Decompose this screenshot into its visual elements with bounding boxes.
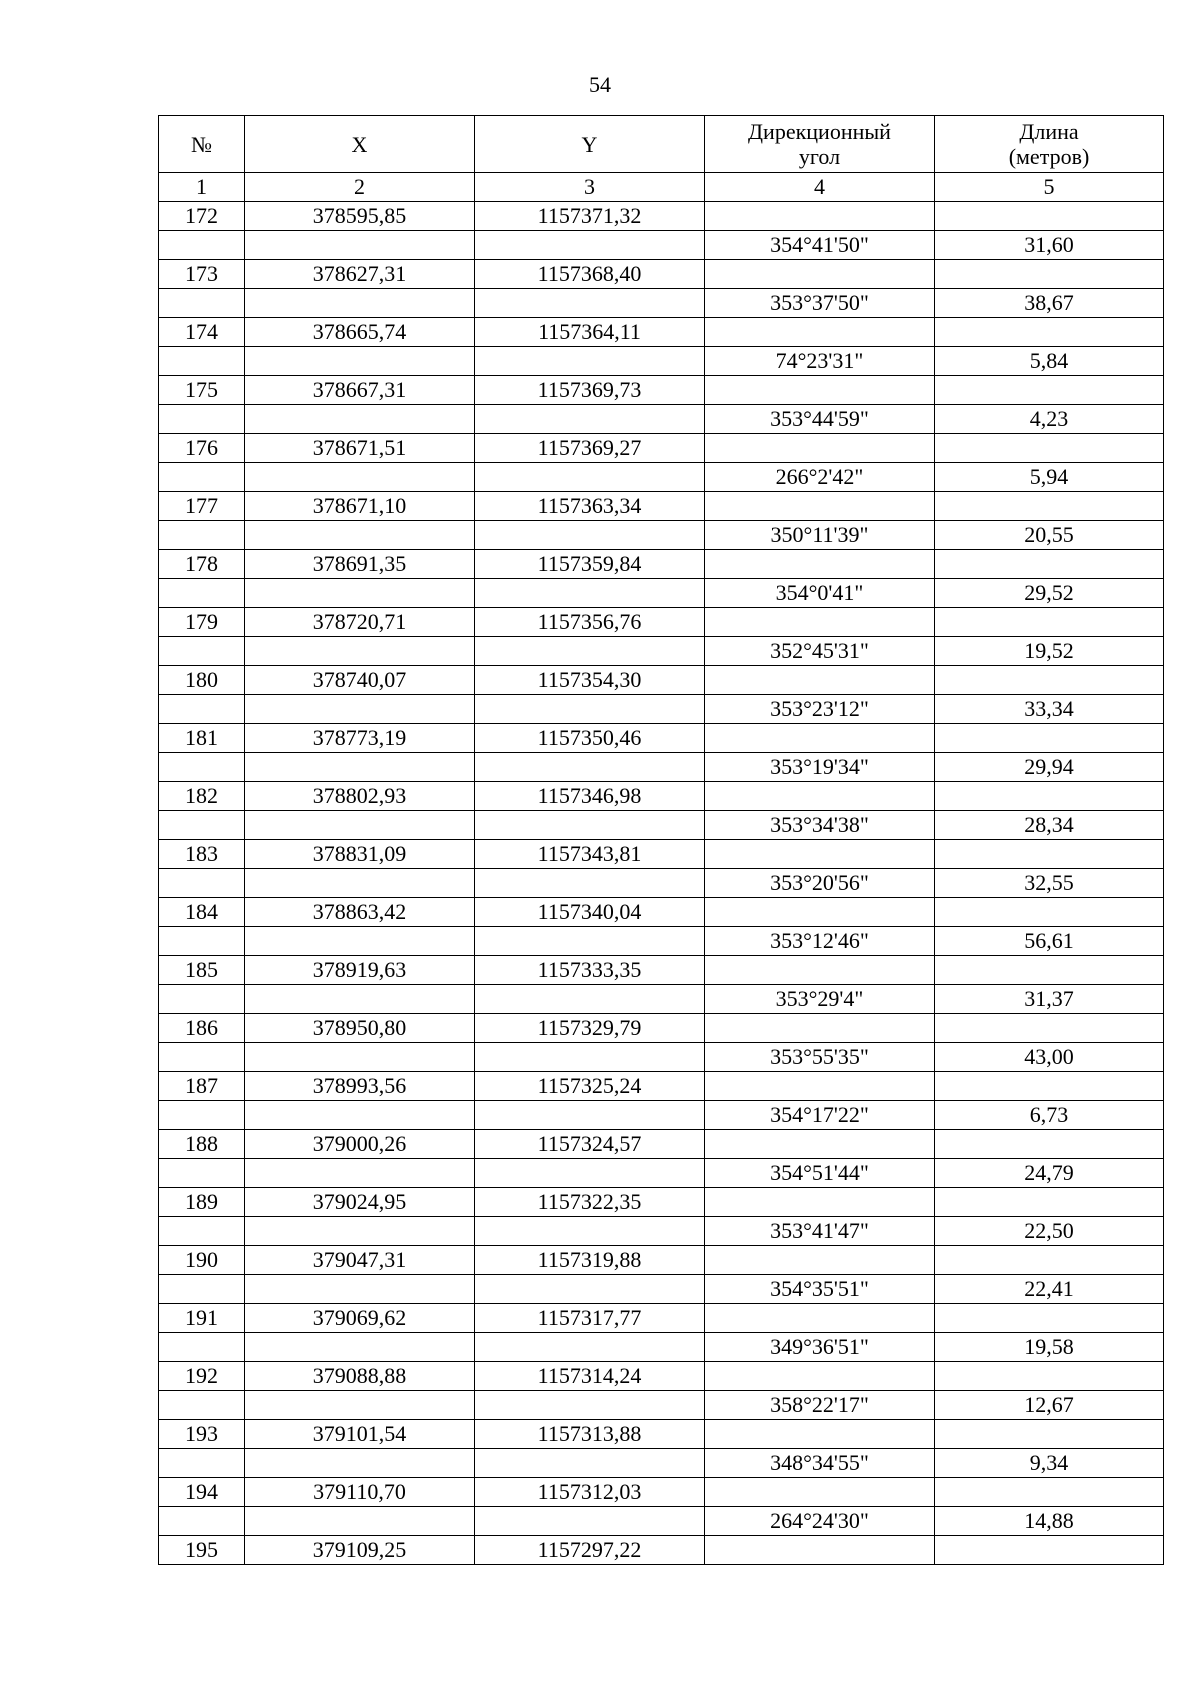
table-row [159,1130,1164,1159]
length-cell: 43,00 [935,1043,1164,1072]
point-number-cell: 190 [159,1246,245,1275]
direction-angle-cell [705,1362,935,1391]
y-cell [475,1333,705,1362]
point-number-cell: 191 [159,1304,245,1333]
point-number-cell: 177 [159,492,245,521]
table-row [159,637,1164,666]
point-number-cell [159,1507,245,1536]
x-cell [245,1391,475,1420]
length-cell: 31,60 [935,231,1164,260]
y-cell: 1157313,88 [475,1420,705,1449]
y-cell [475,695,705,724]
point-number-cell [159,695,245,724]
y-cell: 1157340,04 [475,898,705,927]
x-cell: 379047,31 [245,1246,475,1275]
length-cell: 5,84 [935,347,1164,376]
table-row [159,1217,1164,1246]
length-cell: 38,67 [935,289,1164,318]
x-cell: 378863,42 [245,898,475,927]
x-cell [245,463,475,492]
table-row [159,463,1164,492]
direction-angle-cell: 353°55'35" [705,1043,935,1072]
x-cell: 379109,25 [245,1536,475,1565]
column-number: 5 [935,173,1164,202]
x-cell: 379088,88 [245,1362,475,1391]
y-cell: 1157356,76 [475,608,705,637]
column-number: 1 [159,173,245,202]
direction-angle-cell [705,1072,935,1101]
point-number-cell: 185 [159,956,245,985]
table-row [159,811,1164,840]
direction-angle-cell: 74°23'31" [705,347,935,376]
table-body [159,202,1164,1565]
x-cell [245,1449,475,1478]
direction-angle-cell [705,1304,935,1333]
direction-angle-cell: 354°35'51" [705,1275,935,1304]
y-cell: 1157350,46 [475,724,705,753]
point-number-cell: 192 [159,1362,245,1391]
table-row [159,260,1164,289]
direction-angle-cell [705,1014,935,1043]
table-row [159,289,1164,318]
y-cell: 1157364,11 [475,318,705,347]
table-row [159,579,1164,608]
y-cell: 1157363,34 [475,492,705,521]
direction-angle-cell: 353°29'4" [705,985,935,1014]
table-row [159,1391,1164,1420]
length-cell: 19,52 [935,637,1164,666]
table-row [159,1101,1164,1130]
header-direction-angle: Дирекционный угол [705,116,935,173]
y-cell [475,869,705,898]
point-number-cell: 174 [159,318,245,347]
y-cell [475,637,705,666]
point-number-cell [159,463,245,492]
length-cell [935,1014,1164,1043]
point-number-cell [159,231,245,260]
direction-angle-cell [705,1478,935,1507]
header-x: X [245,116,475,173]
point-number-cell: 193 [159,1420,245,1449]
point-number-cell: 172 [159,202,245,231]
direction-angle-cell [705,1246,935,1275]
direction-angle-cell: 353°34'38" [705,811,935,840]
point-number-cell [159,637,245,666]
length-cell [935,724,1164,753]
x-cell [245,405,475,434]
y-cell [475,463,705,492]
y-cell: 1157325,24 [475,1072,705,1101]
direction-angle-cell: 353°41'47" [705,1217,935,1246]
y-cell: 1157343,81 [475,840,705,869]
point-number-cell [159,1449,245,1478]
table-row [159,347,1164,376]
point-number-cell [159,1101,245,1130]
x-cell: 379110,70 [245,1478,475,1507]
y-cell [475,579,705,608]
direction-angle-cell [705,550,935,579]
y-cell: 1157371,32 [475,202,705,231]
x-cell: 378595,85 [245,202,475,231]
table-row [159,956,1164,985]
point-number-cell: 175 [159,376,245,405]
table-row [159,1507,1164,1536]
header-length: Длина (метров) [935,116,1164,173]
column-number: 3 [475,173,705,202]
column-number: 4 [705,173,935,202]
point-number-cell: 178 [159,550,245,579]
table-row [159,318,1164,347]
x-cell [245,811,475,840]
table-row [159,898,1164,927]
table-row [159,1159,1164,1188]
y-cell [475,405,705,434]
direction-angle-cell [705,724,935,753]
length-cell: 31,37 [935,985,1164,1014]
x-cell [245,1217,475,1246]
length-cell: 20,55 [935,521,1164,550]
direction-angle-cell [705,202,935,231]
length-cell [935,1420,1164,1449]
point-number-cell [159,1043,245,1072]
length-cell [935,898,1164,927]
table-row [159,753,1164,782]
direction-angle-cell: 348°34'55" [705,1449,935,1478]
x-cell [245,1159,475,1188]
y-cell [475,1507,705,1536]
length-cell [935,1188,1164,1217]
table-row [159,1362,1164,1391]
table-row [159,1333,1164,1362]
length-cell [935,1130,1164,1159]
point-number-cell: 189 [159,1188,245,1217]
table-row [159,376,1164,405]
y-cell: 1157359,84 [475,550,705,579]
table-row [159,695,1164,724]
point-number-cell: 183 [159,840,245,869]
x-cell [245,289,475,318]
table-row [159,1478,1164,1507]
direction-angle-cell: 352°45'31" [705,637,935,666]
x-cell [245,521,475,550]
x-cell [245,231,475,260]
x-cell [245,1275,475,1304]
x-cell: 378671,10 [245,492,475,521]
table-row [159,231,1164,260]
y-cell [475,231,705,260]
table-row [159,521,1164,550]
table-row [159,1304,1164,1333]
length-cell: 32,55 [935,869,1164,898]
length-cell: 22,41 [935,1275,1164,1304]
x-cell [245,927,475,956]
x-cell [245,637,475,666]
page-number: 54 [589,72,611,97]
direction-angle-cell [705,318,935,347]
direction-angle-cell [705,666,935,695]
point-number-cell: 194 [159,1478,245,1507]
direction-angle-cell: 264°24'30" [705,1507,935,1536]
point-number-cell: 195 [159,1536,245,1565]
table-row [159,1275,1164,1304]
length-cell [935,376,1164,405]
point-number-cell: 182 [159,782,245,811]
y-cell: 1157329,79 [475,1014,705,1043]
x-cell: 378671,51 [245,434,475,463]
table-row [159,1043,1164,1072]
x-cell: 378665,74 [245,318,475,347]
y-cell [475,289,705,318]
table-row [159,608,1164,637]
y-cell [475,1391,705,1420]
length-cell [935,666,1164,695]
header-number: № [159,116,245,173]
table-row [159,1246,1164,1275]
table-row [159,1014,1164,1043]
direction-angle-cell [705,376,935,405]
point-number-cell: 181 [159,724,245,753]
table-row [159,1536,1164,1565]
x-cell: 378831,09 [245,840,475,869]
y-cell [475,1449,705,1478]
direction-angle-cell: 354°17'22" [705,1101,935,1130]
table-row [159,1072,1164,1101]
x-cell [245,1507,475,1536]
y-cell [475,811,705,840]
length-cell: 22,50 [935,1217,1164,1246]
table-row [159,724,1164,753]
x-cell [245,1333,475,1362]
table-row [159,492,1164,521]
direction-angle-cell [705,840,935,869]
length-cell [935,1072,1164,1101]
y-cell: 1157312,03 [475,1478,705,1507]
length-cell: 5,94 [935,463,1164,492]
y-cell: 1157333,35 [475,956,705,985]
y-cell [475,1159,705,1188]
point-number-cell [159,869,245,898]
table-row [159,202,1164,231]
x-cell: 378720,71 [245,608,475,637]
y-cell [475,1217,705,1246]
table-row [159,840,1164,869]
x-cell [245,1101,475,1130]
point-number-cell [159,927,245,956]
point-number-cell [159,985,245,1014]
length-cell [935,1362,1164,1391]
point-number-cell [159,1333,245,1362]
direction-angle-cell: 349°36'51" [705,1333,935,1362]
direction-angle-cell [705,260,935,289]
point-number-cell [159,347,245,376]
length-cell: 29,52 [935,579,1164,608]
point-number-cell [159,1275,245,1304]
x-cell [245,579,475,608]
point-number-cell: 184 [159,898,245,927]
length-cell [935,956,1164,985]
direction-angle-cell: 358°22'17" [705,1391,935,1420]
table-row [159,550,1164,579]
direction-angle-cell [705,1420,935,1449]
y-cell [475,753,705,782]
direction-angle-cell [705,1188,935,1217]
point-number-cell [159,753,245,782]
length-cell [935,202,1164,231]
length-cell: 29,94 [935,753,1164,782]
point-number-cell: 173 [159,260,245,289]
y-cell [475,985,705,1014]
table-row [159,666,1164,695]
direction-angle-cell: 354°41'50" [705,231,935,260]
x-cell [245,869,475,898]
direction-angle-cell [705,608,935,637]
table-row [159,869,1164,898]
x-cell: 378919,63 [245,956,475,985]
direction-angle-cell [705,898,935,927]
length-cell: 24,79 [935,1159,1164,1188]
point-number-cell [159,1159,245,1188]
length-cell: 6,73 [935,1101,1164,1130]
length-cell [935,550,1164,579]
length-cell [935,492,1164,521]
header-row [159,116,1164,173]
point-number-cell [159,811,245,840]
length-cell [935,1536,1164,1565]
y-cell: 1157369,73 [475,376,705,405]
length-cell: 33,34 [935,695,1164,724]
length-cell: 9,34 [935,1449,1164,1478]
x-cell: 379069,62 [245,1304,475,1333]
y-cell [475,347,705,376]
length-cell: 28,34 [935,811,1164,840]
direction-angle-cell: 353°20'56" [705,869,935,898]
length-cell [935,318,1164,347]
y-cell: 1157297,22 [475,1536,705,1565]
length-cell: 56,61 [935,927,1164,956]
direction-angle-cell [705,492,935,521]
x-cell: 378773,19 [245,724,475,753]
direction-angle-cell: 353°23'12" [705,695,935,724]
length-cell [935,1246,1164,1275]
direction-angle-cell: 266°2'42" [705,463,935,492]
direction-angle-cell [705,1536,935,1565]
direction-angle-cell [705,956,935,985]
point-number-cell: 180 [159,666,245,695]
direction-angle-cell: 353°19'34" [705,753,935,782]
point-number-cell [159,579,245,608]
length-cell [935,434,1164,463]
table-row [159,1449,1164,1478]
y-cell: 1157354,30 [475,666,705,695]
table-row [159,985,1164,1014]
y-cell [475,927,705,956]
length-cell: 14,88 [935,1507,1164,1536]
y-cell [475,1043,705,1072]
length-cell [935,1304,1164,1333]
point-number-cell [159,405,245,434]
y-cell: 1157369,27 [475,434,705,463]
header-y: Y [475,116,705,173]
coordinates-table [158,115,1164,1565]
x-cell [245,1043,475,1072]
length-cell [935,608,1164,637]
column-number-row [159,173,1164,202]
point-number-cell [159,289,245,318]
column-number: 2 [245,173,475,202]
point-number-cell: 187 [159,1072,245,1101]
y-cell: 1157368,40 [475,260,705,289]
point-number-cell [159,1391,245,1420]
x-cell: 378950,80 [245,1014,475,1043]
x-cell: 378691,35 [245,550,475,579]
length-cell [935,260,1164,289]
x-cell [245,347,475,376]
x-cell: 378627,31 [245,260,475,289]
y-cell: 1157317,77 [475,1304,705,1333]
x-cell: 379101,54 [245,1420,475,1449]
table-row [159,405,1164,434]
x-cell [245,695,475,724]
table-row [159,782,1164,811]
table-row [159,1420,1164,1449]
direction-angle-cell [705,434,935,463]
y-cell [475,1275,705,1304]
y-cell: 1157322,35 [475,1188,705,1217]
point-number-cell: 188 [159,1130,245,1159]
length-cell: 12,67 [935,1391,1164,1420]
table-row [159,434,1164,463]
point-number-cell: 186 [159,1014,245,1043]
x-cell: 379024,95 [245,1188,475,1217]
x-cell: 378993,56 [245,1072,475,1101]
y-cell [475,1101,705,1130]
direction-angle-cell [705,1130,935,1159]
x-cell: 378802,93 [245,782,475,811]
length-cell: 19,58 [935,1333,1164,1362]
direction-angle-cell: 353°44'59" [705,405,935,434]
point-number-cell: 179 [159,608,245,637]
y-cell: 1157314,24 [475,1362,705,1391]
x-cell [245,985,475,1014]
direction-angle-cell: 354°51'44" [705,1159,935,1188]
x-cell: 379000,26 [245,1130,475,1159]
point-number-cell [159,521,245,550]
length-cell [935,1478,1164,1507]
table-row [159,1188,1164,1217]
y-cell: 1157324,57 [475,1130,705,1159]
length-cell [935,840,1164,869]
y-cell: 1157319,88 [475,1246,705,1275]
table-row [159,927,1164,956]
direction-angle-cell [705,782,935,811]
length-cell [935,782,1164,811]
y-cell: 1157346,98 [475,782,705,811]
length-cell: 4,23 [935,405,1164,434]
point-number-cell [159,1217,245,1246]
x-cell: 378740,07 [245,666,475,695]
point-number-cell: 176 [159,434,245,463]
x-cell [245,753,475,782]
direction-angle-cell: 350°11'39" [705,521,935,550]
x-cell: 378667,31 [245,376,475,405]
direction-angle-cell: 353°37'50" [705,289,935,318]
direction-angle-cell: 354°0'41" [705,579,935,608]
direction-angle-cell: 353°12'46" [705,927,935,956]
y-cell [475,521,705,550]
